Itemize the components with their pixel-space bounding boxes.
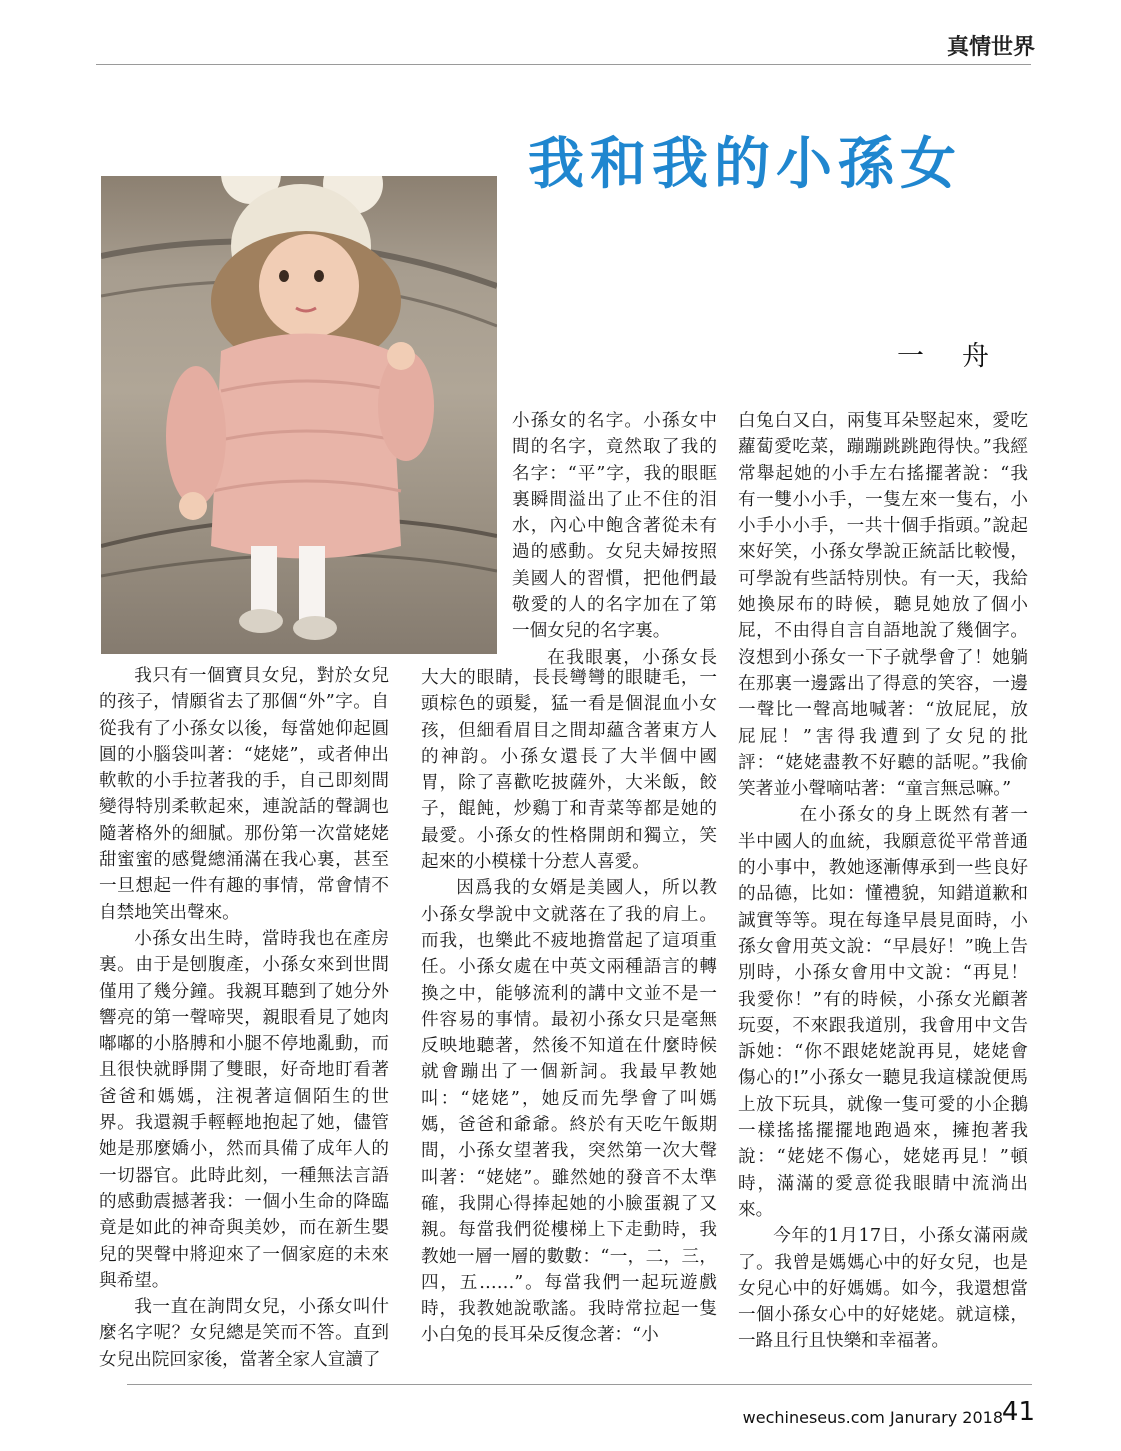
paragraph: 在小孫女的身上既然有著一半中國人的血統，我願意從平常普通的小事中，教她逐漸傳承到一些良好的品德，比如：懂禮貌，知錯道歉和誠實等等。現在每逢早晨見面時，小孫女會用英文說：“早晨好！”晚上告別時，小孫女會用中文說：“再見！我愛你！”有的時候，小孫女光顧著玩耍，不來跟我道別，我會用中文告訴她：“你不跟姥姥說再見，姥姥會傷心的!”小孫女一聽見我這樣說便馬上放下玩具，就像一隻可愛的小企鵝一樣搖搖擺擺地跑過來，擁抱著我說：“姥姥不傷心，姥姥再見！”頓時，滿滿的愛意從我眼睛中流淌出來。 [738, 805, 1028, 1220]
footer-site-date: wechineseus.com Janurary 2018 [742, 1408, 1003, 1427]
author-byline: 一舟 [897, 341, 1027, 372]
paragraph: 大大的眼睛，長長彎彎的眼睫毛，一頭棕色的頭髮，猛一看是個混血小女孩，但細看眉目之間却蘊含著東方人的神韵。小孫女還長了大半個中國胃，除了喜歡吃披薩外，大米飯，餃子，餛飩，炒鷄丁和青菜等都是她的最愛。小孫女的性格開朗和獨立，笑起來的小模樣十分惹人喜愛。 [421, 668, 717, 873]
paragraph: 因爲我的女婿是美國人，所以教小孫女學說中文就落在了我的肩上。而我，也樂此不疲地擔當起了這項重任。小孫女處在中英文兩種語言的轉換之中，能够流利的講中文並不是一件容易的事情。最初小孫女只是毫無反映地聽著，然後不知道在什麼時候就會蹦出了一個新詞。我最早教她叫：“姥姥”，她反而先學會了叫媽媽，爸爸和爺爺。終於有天吃午飯期間，小孫女望著我，突然第一次大聲叫著：“姥姥”。雖然她的發音不太準確，我開心得捧起她的小臉蛋親了又親。每當我們從樓梯上下走動時，我教她一層一層的數數：“一，二，三，四，五……”。每當我們一起玩遊戲時，我教她說歌謠。我時常拉起一隻小白兔的長耳朵反復念著：“小 [421, 878, 717, 1346]
article-column-2-top [512, 408, 717, 670]
header-divider [96, 64, 1031, 65]
page-number: 41 [1001, 1397, 1035, 1427]
paragraph: 小孫女的名字。小孫女中間的名字，竟然取了我的名字：“平”字，我的眼眶裏瞬間溢出了止不住的泪水，內心中飽含著從未有過的感動。女兒夫婦按照美國人的習慣，把他們最敬愛的人的名字加在了第一個女兒的名字裏。 [512, 411, 717, 642]
article-title: 我和我的小孫女 [528, 132, 962, 197]
toddler-photo [101, 176, 497, 654]
paragraph: 今年的1月17日，小孫女滿兩歲了。我曾是媽媽心中的好女兒，也是女兒心中的好媽媽。如今，我還想當一個小孫女心中的好姥姥。就這樣，一路且行且快樂和幸福著。 [738, 1226, 1028, 1352]
paragraph: 我只有一個寶貝女兒，對於女兒的孩子，情願省去了那個“外”字。自從我有了小孫女以後，每當她仰起圓圓的小腦袋叫著：“姥姥”，或者伸出軟軟的小手拉著我的手，自己即刻間變得特別柔軟起來，連說話的聲調也隨著格外的細膩。那份第一次當姥姥甜蜜蜜的感覺總涌滿在我心裏，甚至一旦想起一件有趣的事情，常會情不自禁地笑出聲來。 [99, 666, 389, 923]
paragraph: 小孫女出生時，當時我也在產房裏。由于是刨腹產，小孫女來到世間僅用了幾分鐘。我親耳聽到了她分外響亮的第一聲啼哭，親眼看見了她肉嘟嘟的小胳膊和小腿不停地亂動，而且很快就睜開了雙眼，好奇地盯看著爸爸和媽媽，注視著這個陌生的世界。我還親手輕輕地抱起了她，儘管她是那麼嬌小，然而具備了成年人的一切器官。此時此刻，一種無法言語的感動震撼著我：一個小生命的降臨竟是如此的神奇與美妙，而在新生嬰兒的哭聲中將迎來了一個家庭的未來與希望。 [99, 928, 389, 1291]
section-label: 真情世界 [946, 35, 1035, 60]
paragraph: 我一直在詢問女兒，小孫女叫什麼名字呢？女兒總是笑而不答。直到女兒出院回家後，當著全家人宣讀了 [99, 1297, 389, 1370]
article-column-3 [738, 408, 1028, 1378]
paragraph: 在我眼裏，小孫女長 [547, 647, 717, 668]
paragraph: 白兔白又白，兩隻耳朵竪起來，愛吃蘿蔔愛吃菜，蹦蹦跳跳跑得快。”我經常舉起她的小手左右搖擺著說：“我有一雙小小手，一隻左來一隻右，小小手小小手，一共十個手指頭。”說起來好笑，小孫女學說正統話比較慢，可學說有些話特別快。有一天，我給她換尿布的時候，聽見她放了個小屁，不由得自言自語地說了幾個字。沒想到小孫女一下子就學會了！她躺在那裏一邊露出了得意的笑容，一邊一聲比一聲高地喊著：“放屁屁，放屁屁！”害得我遭到了女兒的批評：“姥姥盡教不好聽的話呢。”我偷笑著並小聲嘀咕著：“童言無忌嘛。” [738, 411, 1028, 800]
photo-illustration [101, 176, 497, 654]
footer-divider [127, 1384, 1032, 1385]
article-column-2 [421, 665, 717, 1370]
article-column-1 [99, 663, 389, 1373]
